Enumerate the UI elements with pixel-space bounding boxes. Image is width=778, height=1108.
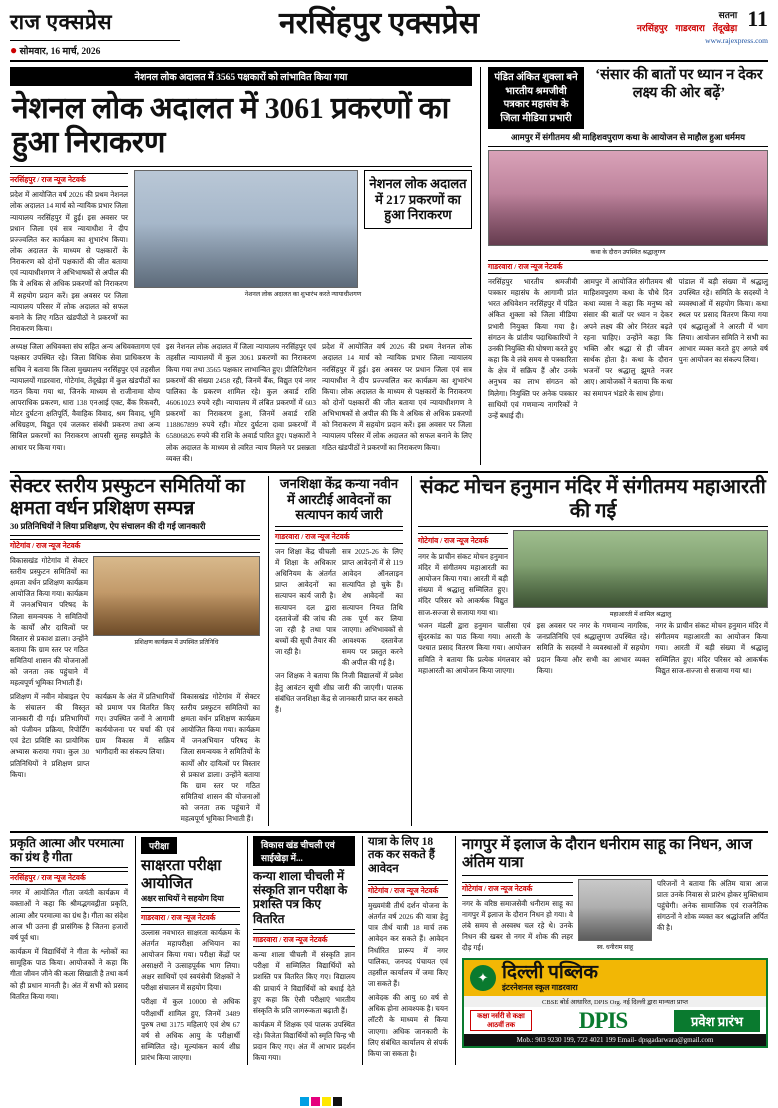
mid-center-body-3: जन शिक्षक ने बताया कि निजी विद्यालयों में प्रवेश हेतु आवंटन सूची शीघ्र जारी की जाएगी। पालक संबंधित जनशिक्षा केंद्र से जानकारी प्राप्त कर सकते हैं। (275, 672, 403, 714)
mid-right-body-2: भजन मंडली द्वारा हनुमान चालीसा एवं सुंदरकांड का पाठ किया गया। आरती के पश्चात प्रसाद वितरण किया गया। आयोजन समिति ने बताया कि प्रत्येक मंगलवार को महाआरती का आयोजन किया जाएगा। (418, 622, 531, 675)
lead-kicker: नेशनल लोक अदालत में 3565 पक्षकारों को लांभावित किया गया (10, 67, 472, 86)
b1-body-1: नगर में आयोजित गीता जयंती कार्यक्रम में वक्ताओं ने कहा कि श्रीमद्भगवद्गीता प्रकृति, आत्मा और परमात्मा का ग्रंथ है। गीता का संदेश आज भी उतना ही प्रासंगिक है जितना हजारों वर्ष पूर्व था। (10, 889, 128, 942)
b5-headline: नागपुर में इलाज के दौरान धनीराम साहू का निधन, आज अंतिम यात्रा (462, 836, 753, 871)
b5-body-1: नगर के वरिष्ठ समाजसेवी धनीराम साहू का नागपुर में इलाज के दौरान निधन हो गया। वे लंबे समय से अस्वस्थ चल रहे थे। उनके निधन की खबर से नगर में शोक की लहर दौड़ गई। (462, 899, 573, 953)
right-subhead: आमपुर में संगीतमय श्री माहिशवपुराण कथा के आयोजन से माहौल हुआ धर्ममय (510, 132, 746, 142)
mid-left-caption: प्रशिक्षण कार्यक्रम में उपस्थित प्रतिनिधि (134, 638, 219, 646)
b5-byline: गोटेगांव / राज न्यूज नेटवर्क (462, 882, 573, 896)
edition-list (637, 21, 737, 34)
b1-headline: प्रकृति आत्मा और परमात्मा का ग्रंथ है गीता (10, 835, 124, 864)
mid-right-text-1: नगर के प्राचीन संकट मोचन हनुमान मंदिर में संगीतमय महाआरती का आयोजन किया गया। आरती में बड़ी संख्या में श्रद्धालु सम्मिलित हुए। मंदिर परिसर को आकर्षक विद्युत साज-सज्जा से सजाया गया था। (418, 552, 508, 617)
mid-center-body-1: जन शिक्षा केंद्र चीचली में शिक्षा के अधिकार अधिनियम के अंतर्गत प्राप्त आवेदनों का सत्यापन कार्य जारी है। सत्यापन दल द्वारा दस्तावेजों की जांच की जा रही है तथा पात्र बच्चों की सूची तैयार की जा रही है। (275, 547, 336, 657)
mid-right-byline: गोटेगांव / राज न्यूज नेटवर्क (418, 533, 508, 549)
mid-left-story (10, 476, 260, 826)
b3-headline: कन्या शाला चीचली में संस्कृति ज्ञान परीक्षा के प्रशस्ति पत्र किए वितरित (253, 868, 348, 926)
mid-right-headline: संकट मोचन हनुमान मंदिर में संगीतमय महाआरती की गई (420, 475, 766, 522)
masthead-center (180, 8, 578, 40)
b1-byline: नरसिंहपुर / राज न्यूज नेटवर्क (10, 871, 128, 885)
edition-1: गाडरवारा (675, 23, 705, 33)
right-black-headline: पंडित अंकित शुक्ला बने भारतीय श्रमजीवी पत्रकार महासंघ के जिला मीडिया प्रभारी (488, 67, 584, 129)
bottom-story-4 (362, 836, 448, 1065)
website-url: www.rajexpress.com (705, 36, 768, 45)
mid-right-body-1 (418, 530, 508, 619)
b3-body-2: कार्यक्रम में शिक्षक एवं पालक उपस्थित रहे। विजेता विद्यार्थियों को स्मृति चिन्ह भी प्रदान किए गए। अंत में आभार प्रदर्शन किया गया। (253, 1021, 355, 1063)
mid-left-byline: गोटेगांव / राज न्यूज नेटवर्क (10, 539, 260, 553)
mid-center-headline: जनशिक्षा केंद्र कन्या नवीन में आरटीई आवेदनों का सत्यापन कार्य जारी (279, 475, 399, 523)
lead-body-4: प्रदेश में आयोजित वर्ष 2026 की प्रथम नेशनल लोक अदालत 14 मार्च को न्यायिक प्रभार जिला न्यायालय नरसिंहपुर में हुई। इस अवसर पर प्रधान जिला एवं सत्र न्यायाधीश ने दीप प्रज्ज्वलित कर कार्यक्रम का शुभारंभ किया। लोक अदालत के माध्यम से पक्षकारों के निराकरण को दोनों पक्षकारों की जीत बताया एवं न्यायाधीशगण ने अभिभाषकों से अपील की कि वे अधिक से अधिक प्रकरणों को निराकरण में सहयोग प्रदान करें। इस अवसर पर जिला न्यायालय परिसर में लोक अदालत को सफल बनाने के लिए गठित खंडपीठों ने प्रकरणों का निराकरण किया। (322, 343, 472, 452)
edition-0: नरसिंहपुर (636, 23, 668, 33)
mid-left-body-4: विकासखंड गोटेगांव में सेक्टर स्तरीय प्रस्फुटन समितियों का क्षमता वर्धन प्रशिक्षण कार्यक्रम आयोजित किया गया। कार्यक्रम में जनअभियान परिषद के जिला समन्वयक ने समितियों के कार्यों और दायित्वों पर विस्तार से प्रकाश डाला। उन्होंने बताया कि ग्राम स्तर पर गठित समितियां शासन की योजनाओं को जनता तक पहुंचाने में महत्वपूर्ण भूमिका निभाती हैं। (180, 692, 260, 824)
lead-story (10, 67, 472, 465)
b4-byline: गोटेगांव / राज न्यूज नेटवर्क (368, 884, 448, 898)
page-number: 11 (747, 6, 768, 31)
ad-title: दिल्ली पब्लिक (502, 962, 598, 984)
school-crest-icon: ✦ (470, 965, 496, 991)
mid-right-body-4: नगर के प्राचीन संकट मोचन हनुमान मंदिर में संगीतमय महाआरती का आयोजन किया गया। आरती में बड़ी संख्या में श्रद्धालु सम्मिलित हुए। मंदिर परिसर को आकर्षक विद्युत साज-सज्जा से सजाया गया था। (655, 622, 769, 675)
bottom-story-3 (247, 836, 355, 1065)
b1-body-2: कार्यक्रम में विद्यार्थियों ने गीता के श्लोकों का सामूहिक पाठ किया। आयोजकों ने कहा कि गीता जीवन जीने की कला सिखाती है तथा कर्म को ही प्रधान मानती है। अंत में सभी को प्रसाद वितरित किया गया। (10, 948, 128, 1001)
bottom-block (10, 836, 768, 1065)
right-top-story (480, 67, 768, 465)
mid-right-photo (513, 530, 768, 608)
b3-tag: विकास खंड चीचली एवं साईखेड़ा में... (253, 836, 355, 866)
b5-body-2: परिजनों ने बताया कि अंतिम यात्रा आज प्रातः उनके निवास से प्रारंभ होकर मुक्तिधाम पहुंचेगी। अनेक सामाजिक एवं राजनैतिक संगठनों ने शोक व्यक्त कर श्रद्धांजलि अर्पित की है। (657, 879, 768, 933)
edition-title: नरसिंहपुर एक्सप्रेस (278, 7, 480, 40)
b2-body-2: परीक्षा में कुल 10000 से अधिक परीक्षार्थी शामिल हुए, जिनमें 3489 पुरुष तथा 3175 महिलाएं एवं शेष 67 वर्ष से अधिक आयु के परीक्षार्थी सम्मिलित रहे। मूल्यांकन कार्य शीघ्र प्रारंभ किया जाएगा। (141, 998, 240, 1063)
masthead-place: सतना (718, 10, 738, 20)
ad-header (464, 960, 766, 996)
mid-right-body-3: इस अवसर पर नगर के गणमान्य नागरिक, जनप्रतिनिधि एवं श्रद्धालुगण उपस्थित रहे। समिति के सदस्यों ने व्यवस्थाओं में सहयोग प्रदान किया और सभी का आभार व्यक्त किया। (536, 622, 650, 675)
right-body-1: नरसिंहपुर भारतीय श्रमजीवी पत्रकार महासंघ के आगामी प्रांत भरत अधिवेशन नरसिंहपुर में पंडित अंकित शुक्ला को जिला मीडिया प्रभारी नियुक्त किया गया है। संगठन के प्रांतीय पदाधिकारियों ने उनकी नियुक्ति की घोषणा करते हुए कहा कि वे लंबे समय से पत्रकारिता के क्षेत्र में सक्रिय हैं और उनके अनुभव का लाभ संगठन को मिलेगा। नियुक्ति पर अनेक पत्रकार साथियों एवं गणमान्य नागरिकों ने उन्हें बधाई दी। (488, 278, 578, 420)
top-block (10, 67, 768, 465)
mid-left-body-2: प्रशिक्षण में नवीन मोबाइल ऐप के संचालन की विस्तृत जानकारी दी गई। प्रतिभागियों को पंजीयन प्रक्रिया, रिपोर्टिंग एवं डेटा प्रविष्टि का प्रायोगिक अभ्यास कराया गया। कुल 30 प्रतिनिधियों ने प्रशिक्षण प्राप्त किया। (10, 692, 90, 779)
b3-body-1: कन्या शाला चीचली में संस्कृति ज्ञान परीक्षा में सम्मिलित विद्यार्थियों को प्रशस्ति पत्र वितरित किए गए। विद्यालय की प्राचार्य ने विद्यार्थियों को बधाई देते हुए कहा कि ऐसी परीक्षाएं भारतीय संस्कृति के प्रति जागरूकता बढ़ाती हैं। (253, 951, 355, 1015)
ad-cta[interactable]: प्रवेश प्रारंभ (674, 1010, 760, 1032)
mid-right-story (411, 476, 768, 826)
right-body-3: पांडाल में बड़ी संख्या में श्रद्धालु उपस्थित रहे। समिति के सदस्यों ने व्यवस्थाओं में सहयोग किया। कथा स्थल पर प्रसाद वितरण किया गया एवं श्रद्धालुओं ने आरती में भाग लिया। आयोजन समिति ने सभी का आभार व्यक्त करते हुए अगले वर्ष पुनः आयोजन का संकल्प लिया। (678, 278, 768, 365)
lead-media (134, 170, 472, 335)
lead-column-1 (10, 170, 128, 335)
ad-contact: Mob.: 903 9230 199, 722 4021 199 Email- dpsgadarwara@gmail.com (464, 1034, 766, 1046)
ad-subtitle: इंटरनेशनल स्कूल गाडरवारा (502, 983, 578, 993)
b2-body-1: उल्लास नवभारत साक्षरता कार्यक्रम के अंतर्गत महापरीक्षा अभियान का आयोजन किया गया। परीक्षा केंद्रों पर असाक्षरों ने उत्साहपूर्वक भाग लिया। अक्षर साथियों एवं स्वयंसेवी शिक्षकों ने परीक्षा संचालन में सहयोग दिया। (141, 928, 240, 993)
lead-photo-caption: नेशनल लोक अदालत का शुभारंभ करते न्यायाधीशगण (244, 291, 362, 299)
mid-center-story (268, 476, 403, 826)
masthead-right (578, 8, 768, 45)
edition-2: तेंदूखेड़ा (712, 23, 738, 33)
lead-byline: नरसिंहपुर / राज न्यूज नेटवर्क (10, 173, 128, 187)
right-byline: गाडरवारा / राज न्यूज नेटवर्क (488, 260, 768, 274)
lead-body-2: अध्यक्ष जिला अधिवक्ता संघ सहित अन्य अधिवक्तागण एवं पक्षकार उपस्थित रहे। जिला विधिक सेवा प्राधिकरण के सचिव ने बताया कि जिला मुख्यालय नरसिंहपुर एवं तहसील न्यायालयों गाडरवारा, गोटेगांव, तेंदूखेड़ा में कुल खंडपीठों का गठन किया गया था, जिनके माध्यम से राजीनामा योग्य आपराधिक प्रकरण, धारा 138 एनआई एक्ट, बैंक रिकवरी, मोटर दुर्घटना क्षतिपूर्ति, वैवाहिक विवाद, श्रम विवाद, भूमि अधिग्रहण, विद्युत एवं जलकर संबंधी प्रकरण तथा अन्य सिविल प्रकरणों का निराकरण आपसी सुलह समझौते के आधार पर किया गया। (10, 343, 160, 452)
b5-portrait (578, 879, 652, 941)
lead-side-box: नेशनल लोक अदालत में 217 प्रकरणों का हुआ निराकरण (364, 170, 472, 229)
publication-date: ● सोमवार, 16 मार्च, 2026 (10, 40, 180, 58)
right-photo (488, 150, 768, 246)
lead-body-1: प्रदेश में आयोजित वर्ष 2026 की प्रथम नेशनल लोक अदालत 14 मार्च को न्यायिक प्रभार जिला न्यायालय नरसिंहपुर में हुई। इस अवसर पर प्रधान जिला एवं सत्र न्यायाधीश ने दीप प्रज्ज्वलित कर कार्यक्रम का शुभारंभ किया। लोक अदालत के माध्यम से पक्षकारों के निराकरण को दोनों पक्षकारों की जीत बताया एवं न्यायाधीशगण ने अभिभाषकों से अपील की कि वे अधिक से अधिक प्रकरणों को निराकरण में सहयोग प्रदान करें। इस अवसर पर जिला न्यायालय परिसर में लोक अदालत को सफल बनाने के लिए गठित खंडपीठों ने प्रकरणों का निराकरण किया। (10, 191, 128, 334)
b4-body-2: आवेदक की आयु 60 वर्ष से अधिक होना आवश्यक है। चयन लॉटरी के माध्यम से किया जाएगा। अधिक जानकारी के लिए संबंधित कार्यालय से संपर्क किया जा सकता है। (368, 994, 448, 1058)
publication-logo: राज एक्सप्रेस (10, 10, 113, 34)
lead-body-3: इस नेशनल लोक अदालत में जिला न्यायालय नरसिंहपुर एवं तहसील न्यायालयों में कुल 3061 प्रकरणों का निराकरण किया गया तथा 3565 पक्षकार लाभान्वित हुए। प्रीलिटिगेशन प्रकरणों की संख्या 2458 रही, जिनमें बैंक, विद्युत एवं नगर पालिका के प्रकरण शामिल रहे। कुल अवार्ड राशि 46061023 रुपये रही। न्यायालय में लंबित प्रकरणों में 603 प्रकरणों का निराकरण हुआ, जिनमें अवार्ड राशि 118867899 रुपये रही। मोटर दुर्घटना दावा प्रकरणों में 65806826 रुपये की राशि के अवार्ड पारित हुए। पक्षकारों ने लोक अदालत के माध्यम से त्वरित न्याय मिलने पर प्रसन्नता व्यक्त की। (166, 343, 316, 463)
lead-headline: नेशनल लोक अदालत में 3061 प्रकरणों का हुआ निराकरण (12, 92, 450, 159)
mid-right-caption: महाआरती में शामिल श्रद्धालु (609, 611, 672, 619)
masthead (10, 8, 768, 62)
right-body-2: आमपुर में आयोजित संगीतमय श्री माहिशवपुराण कथा के चौथे दिन कथा व्यास ने कहा कि मनुष्य को संसार की बातों पर ध्यान न देकर अपने लक्ष्य की ओर निरंतर बढ़ते रहना चाहिए। उन्होंने कहा कि भक्ति और श्रद्धा से ही जीवन सार्थक होता है। कथा के दौरान भजनों पर श्रद्धालु झूमते नजर आए। आयोजकों ने बताया कि कथा का समापन भंडारे के साथ होगा। (583, 278, 673, 398)
mid-center-byline: गाडरवारा / राज न्यूज नेटवर्क (275, 530, 403, 544)
date-text: सोमवार, 16 मार्च, 2026 (19, 47, 101, 57)
b2-tag: परीक्षा (141, 837, 177, 854)
b2-headline: साक्षरता परीक्षा आयोजित (141, 857, 222, 892)
b4-body-1: मुख्यमंत्री तीर्थ दर्शन योजना के अंतर्गत वर्ष 2026 की यात्रा हेतु पात्र तीर्थ यात्री 18 मार्च तक आवेदन कर सकते हैं। आवेदन निर्धारित प्रारूप में नगर पालिका, जनपद पंचायत एवं तहसील कार्यालय में जमा किए जा सकते हैं। (368, 901, 448, 988)
ad-accreditation: CBSE बोर्ड आधारित, DPIS Org. नई दिल्ली द्वारा मान्यता प्राप्त (464, 996, 766, 1007)
bottom-story-1 (10, 836, 128, 1065)
ad-brand: DPIS (578, 1008, 628, 1034)
b2-subhead: अक्षर साथियों ने सहयोग दिया (141, 893, 224, 903)
right-photo-caption: कथा के दौरान उपस्थित श्रद्धालुगण (590, 249, 666, 256)
b2-byline: गाडरवारा / राज न्यूज नेटवर्क (141, 911, 240, 925)
ad-body (464, 1007, 766, 1034)
mid-left-body-1: विकासखंड गोटेगांव में सेक्टर स्तरीय प्रस्फुटन समितियों का क्षमता वर्धन प्रशिक्षण कार्यक्रम आयोजित किया गया। कार्यक्रम में जनअभियान परिषद के जिला समन्वयक ने समितियों के कार्यों और दायित्वों पर विस्तार से प्रकाश डाला। उन्होंने बताया कि ग्राम स्तर पर गठित समितियां शासन की योजनाओं को जनता तक पहुंचाने में महत्वपूर्ण भूमिका निभाती हैं। (10, 556, 88, 688)
lead-photo-1 (134, 170, 358, 288)
middle-block (10, 476, 768, 826)
masthead-left (10, 8, 180, 58)
ad-badge: कक्षा नर्सरी से कक्षा आठवीं तक (470, 1010, 532, 1031)
b3-byline: गाडरवारा / राज न्यूज नेटवर्क (253, 933, 355, 947)
right-headline: ‘संसार की बातों पर ध्यान न देकर लक्ष्य की ओर बढ़ें’ (595, 67, 763, 101)
mid-center-body-2: सत्र 2025-26 के लिए प्राप्त आवेदनों में से 119 आवेदन ऑनलाइन सत्यापित हो चुके हैं। शेष आवेदनों का सत्यापन नियत तिथि तक पूर्ण कर लिया जाएगा। अभिभावकों से आवश्यक दस्तावेज समय पर प्रस्तुत करने की अपील की गई है। (342, 547, 403, 668)
b4-headline: यात्रा के लिए 18 तक कर सकते हैं आवेदन (368, 835, 435, 876)
mid-left-headline: सेक्टर स्तरीय प्रस्फुटन समितियों का क्षमता वर्धन प्रशिक्षण सम्पन्न (10, 475, 245, 520)
mid-left-body-3: कार्यक्रम के अंत में प्रतिभागियों को प्रमाण पत्र वितरित किए गए। उपस्थित जनों ने आगामी कार्ययोजना पर चर्चा की एवं ग्राम विकास में सक्रिय भागीदारी का संकल्प लिया। (95, 692, 175, 757)
advertisement[interactable] (462, 958, 768, 1048)
b5-caption: स्व. धनीराम साहू (596, 943, 634, 951)
bottom-story-5 (455, 836, 768, 1065)
cmyk-registration-marks (300, 1097, 342, 1106)
bottom-story-2 (135, 836, 240, 1065)
mid-left-subhead: 30 प्रतिनिधियों ने लिया प्रशिक्षण, ऐप संचालन की दी गई जानकारी (10, 520, 206, 531)
mid-left-photo (93, 556, 260, 636)
